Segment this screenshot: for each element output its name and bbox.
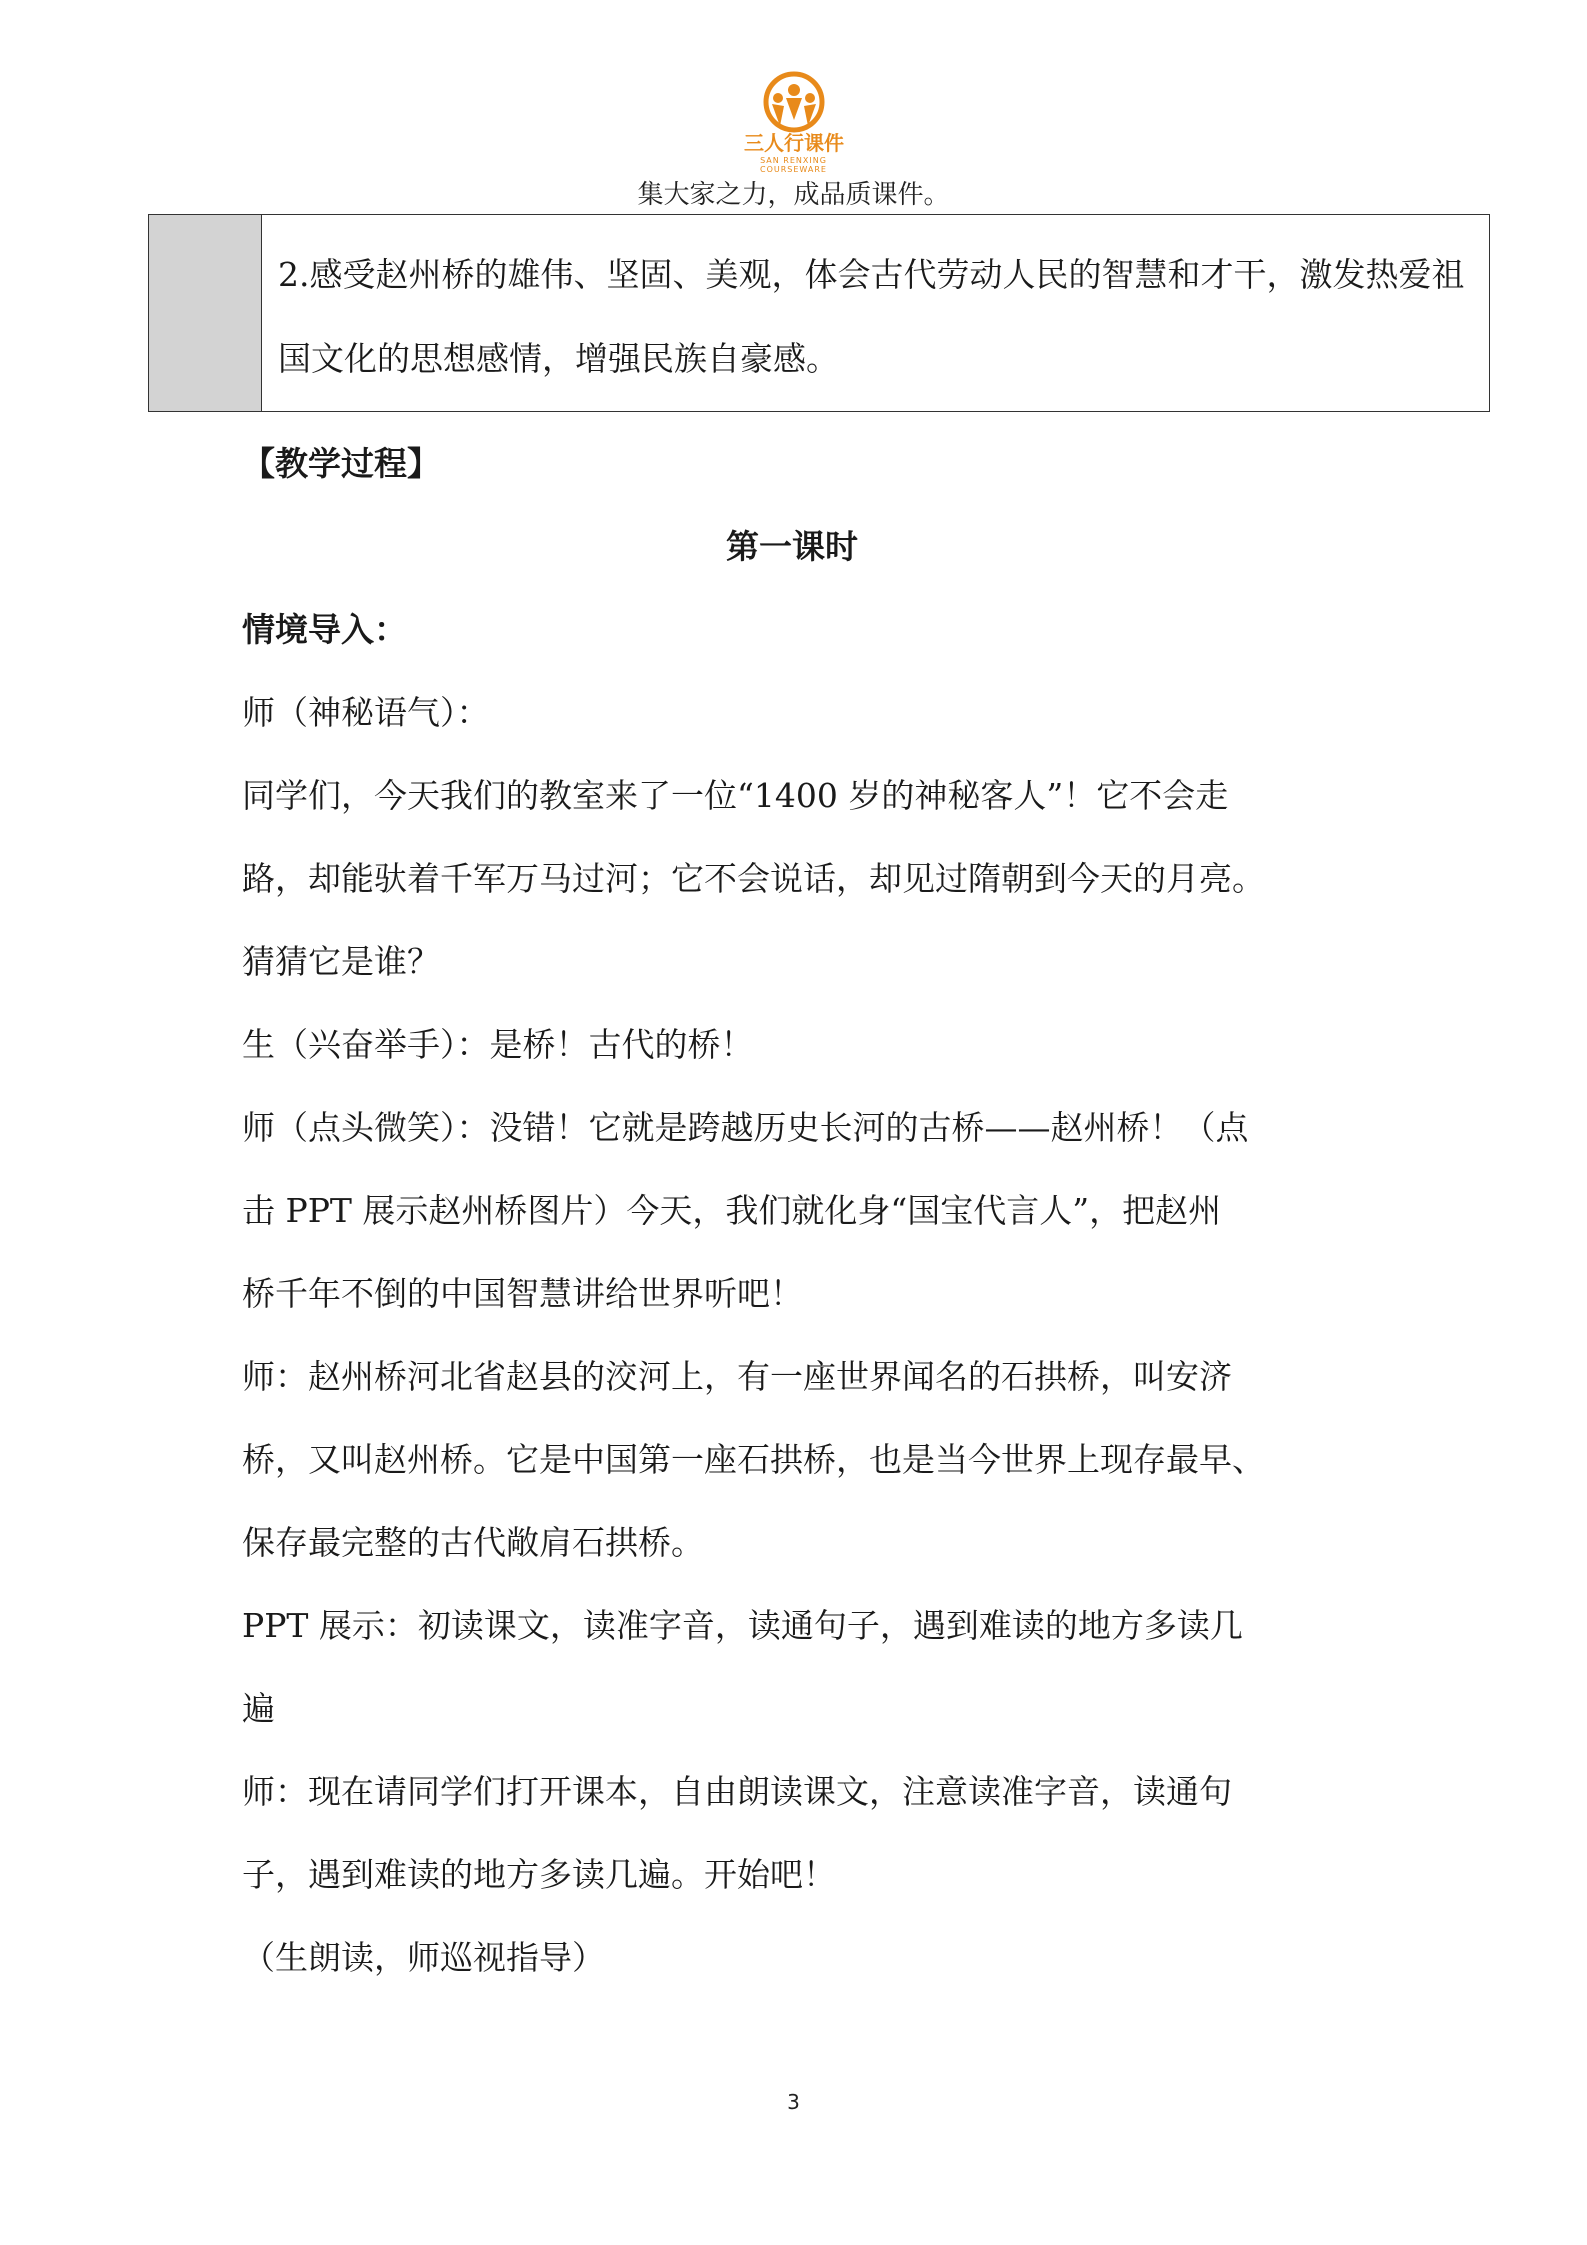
- text-line: 师（神秘语气）：: [242, 693, 490, 732]
- text-line: 击 PPT 展示赵州桥图片）今天，我们就化身“国宝代言人”，把赵州: [242, 1191, 1222, 1230]
- text-line: 桥千年不倒的中国智慧讲给世界听吧！: [242, 1274, 803, 1313]
- text-line: 路，却能驮着千军万马过河；它不会说话，却见过隋朝到今天的月亮。: [242, 859, 1265, 898]
- table-label-cell: [149, 215, 262, 411]
- text-line: PPT 展示：初读课文，读准字音，读通句子，遇到难读的地方多读几: [242, 1606, 1243, 1645]
- text-line: 师：现在请同学们打开课本，自由朗读课文，注意读准字音，读通句: [242, 1772, 1232, 1811]
- page-header: [0, 68, 1587, 174]
- logo-text: 三人行课件: [743, 131, 844, 154]
- text-line: （生朗读，师巡视指导）: [242, 1938, 605, 1977]
- text-line: 桥，又叫赵州桥。它是中国第一座石拱桥，也是当今世界上现存最早、: [242, 1440, 1265, 1479]
- text-line: 猜猜它是谁？: [242, 942, 440, 981]
- text-line: 子，遇到难读的地方多读几遍。开始吧！: [242, 1855, 836, 1894]
- text-line: 同学们，今天我们的教室来了一位“1400 岁的神秘客人”！它不会走: [242, 776, 1229, 815]
- lesson-content: [242, 422, 1362, 1999]
- section-title: 【教学过程】: [242, 444, 440, 483]
- slogan: 集大家之力，成品质课件。: [637, 180, 950, 210]
- objectives-table: [148, 214, 1490, 412]
- text-line: 师（点头微笑）：没错！它就是跨越历史长河的古桥——赵州桥！（点: [242, 1108, 1249, 1147]
- sub-title: 情境导入：: [242, 610, 407, 649]
- page-number: 3: [787, 2090, 800, 2114]
- text-line: 遍: [242, 1689, 275, 1728]
- logo: [734, 68, 854, 174]
- text-line: 师：赵州桥河北省赵县的洨河上，有一座世界闻名的石拱桥，叫安济: [242, 1357, 1232, 1396]
- text-line: 生（兴奋举手）：是桥！古代的桥！: [242, 1025, 754, 1064]
- lesson-title: 第一课时: [726, 527, 858, 566]
- objective-text: 2.感受赵州桥的雄伟、坚固、美观，体会古代劳动人民的智慧和才干，激发热爱祖国文化的思想感情，增强民族自豪感。: [278, 255, 1465, 378]
- text-line: 保存最完整的古代敞肩石拱桥。: [242, 1523, 704, 1562]
- logo-people-icon: [734, 68, 854, 154]
- logo-english: SAN RENXING COURSEWARE: [760, 156, 827, 174]
